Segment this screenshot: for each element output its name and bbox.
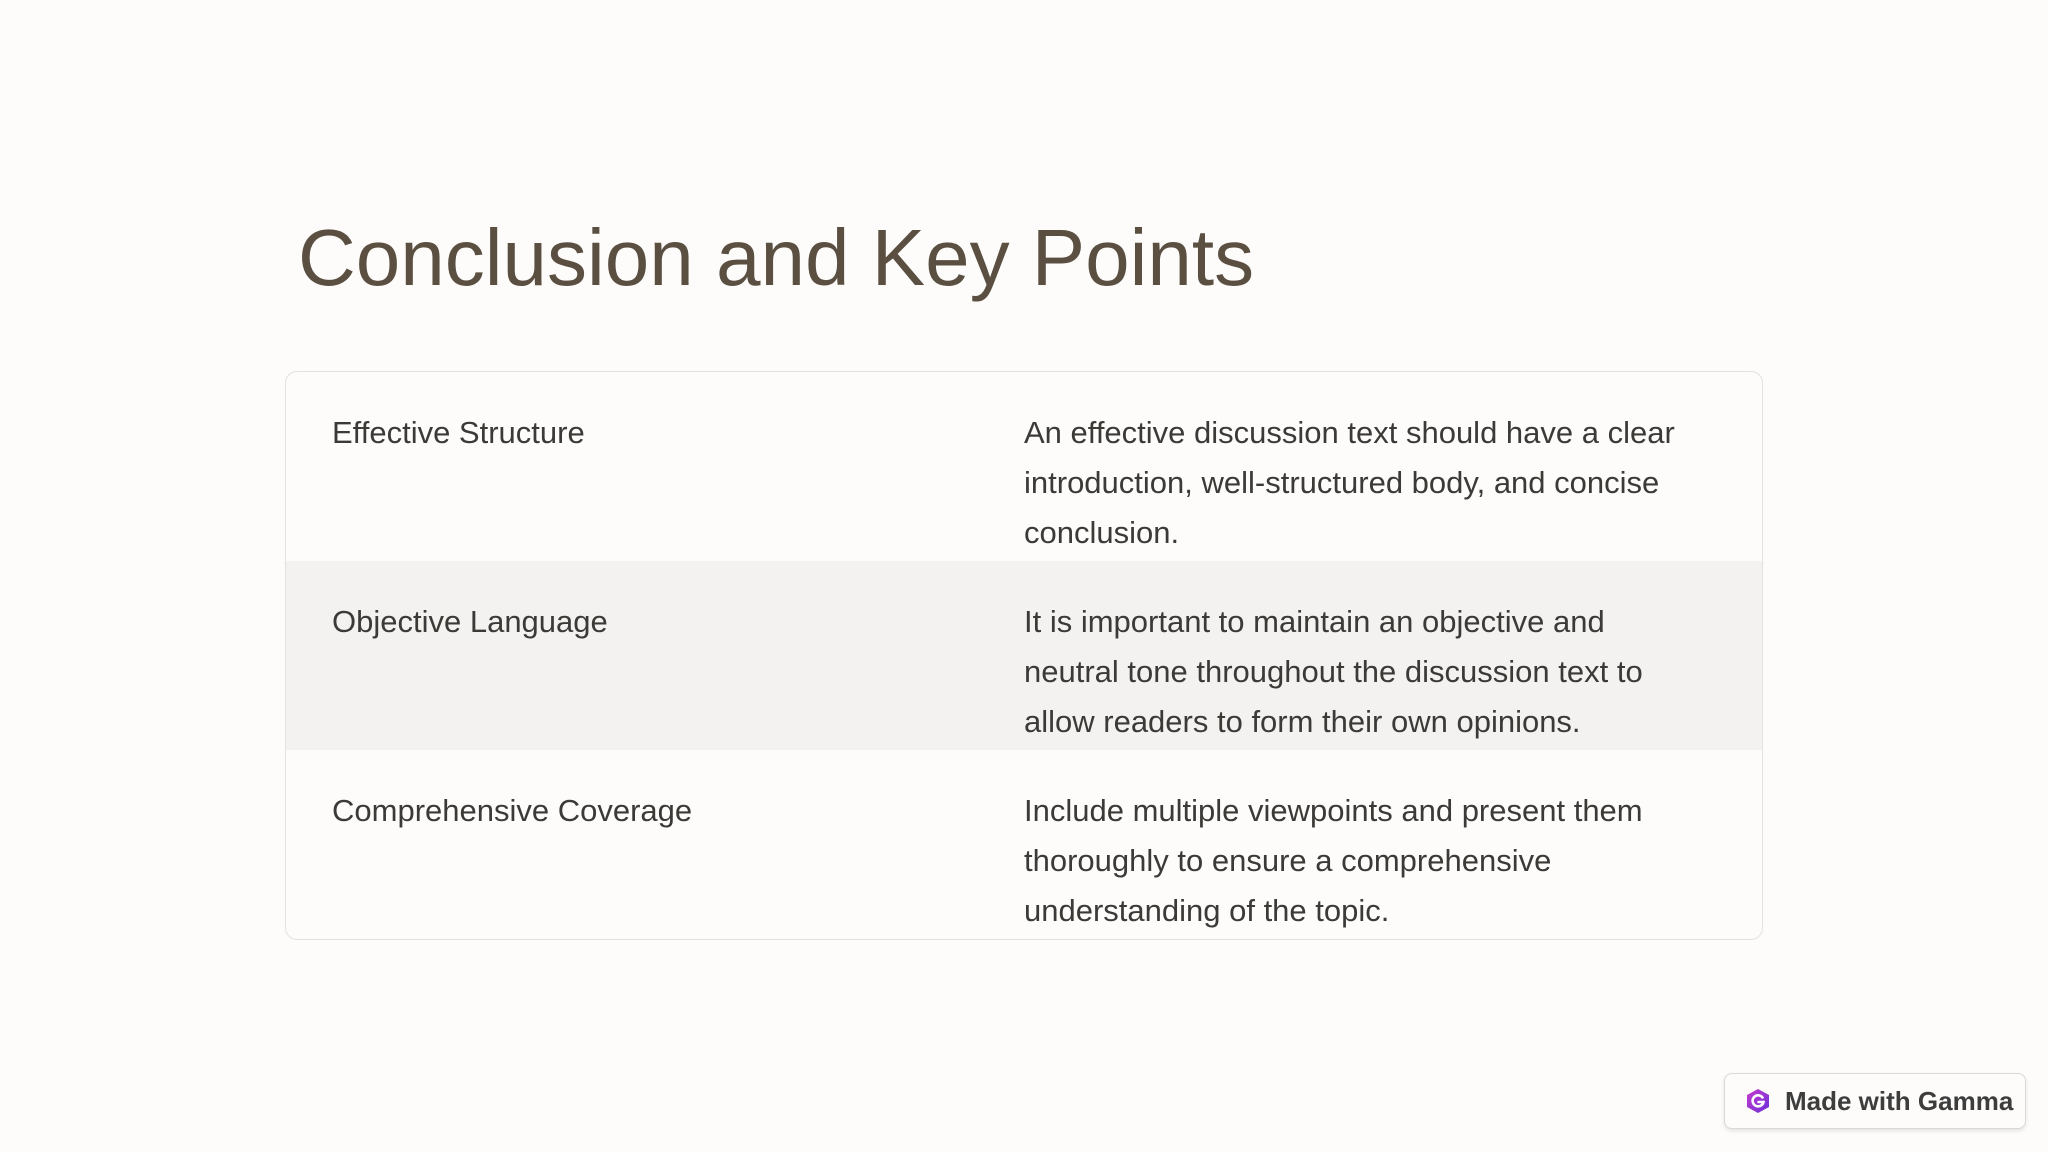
table-row: [286, 372, 1762, 561]
table-cell-description: Include multiple viewpoints and present them thoroughly to ensure a comprehensive understanding of the topic.: [1024, 793, 1643, 928]
table-cell-term: Comprehensive Coverage: [332, 793, 693, 828]
made-with-gamma-label: Made with Gamma: [1785, 1085, 2014, 1116]
table-cell-term: Objective Language: [332, 604, 608, 639]
made-with-gamma-button[interactable]: [1724, 1073, 2026, 1129]
key-points-table: [285, 371, 1763, 940]
table-cell-term: Effective Structure: [332, 415, 585, 450]
table-cell-description: It is important to maintain an objective and neutral tone throughout the discussion text to allow readers to form their own opinions.: [1024, 604, 1643, 739]
table-cell-description: An effective discussion text should have a clear introduction, well-structured body, and concise conclusion.: [1024, 415, 1675, 550]
gamma-logo-icon: [1745, 1088, 1771, 1114]
table-row: [286, 750, 1762, 939]
slide-title: Conclusion and Key Points: [298, 213, 1255, 302]
table-row: [286, 561, 1762, 750]
